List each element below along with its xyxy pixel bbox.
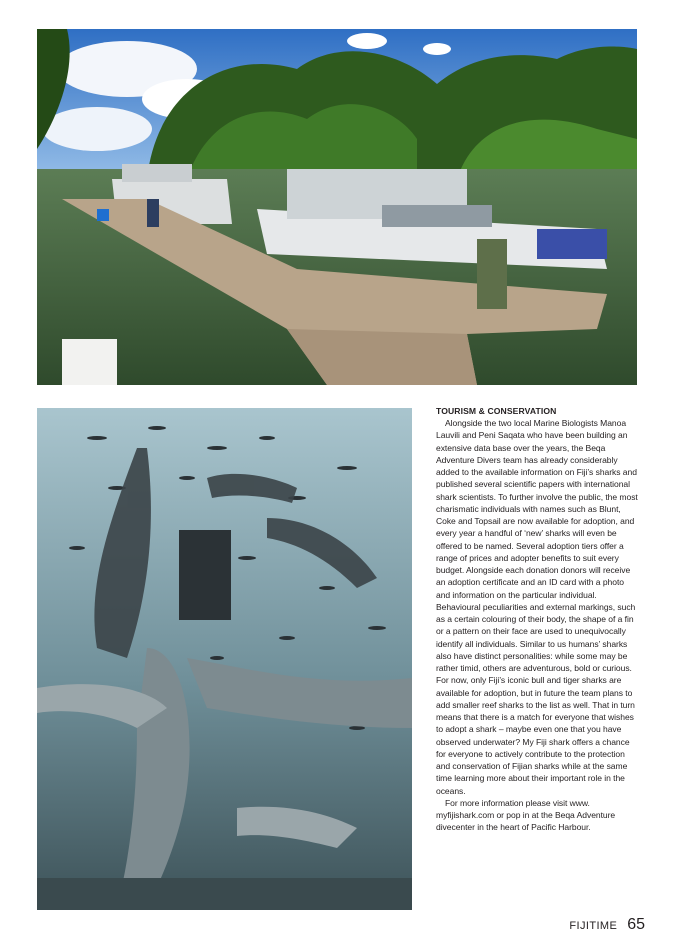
article-paragraph-main: Alongside the two local Marine Biologists Manoa Lauvili and Peni Saqata who have been building an extensive data base over the years, the Beqa Adventure Divers team has already considerably added to the available information on Fiji’s sharks and published several scientific papers with international shark scientists. To further involve the public, the most charismatic individuals with names such as Blunt, Coke and Topsail are now available for adoption, and every year a handful of ‘new’ sharks will even be offered to be named. Several adoption tiers offer a range of prices and adopter benefits to suit every budget. Alongside each donation donors will receive an adoption certificate and an ID card with a photo and information on the particular individual. Behavioural peculiarities and external markings, such as a certain colouring of their body, the shape of a fin or a pattern on their face are used to unequivocally identify all individuals. Similar to us humans’ sharks also have distinct personalities: while some may be rather timid, others are adventurous, bold or curious. For now, only Fiji’s iconic bull and tiger sharks are available for adoption, but in future the team plans to add smaller reef sharks to the list as well. That in turn means that there is a match for everyone that wishes to adopt a shark – maybe even one that you have observed underwater? My Fiji shark offers a chance for everyone to actively contribute to the protection and conservation of Fijian sharks while at the same time learning more about their important role in the oceans. bbox=[436, 418, 638, 796]
photo-sharks-underwater bbox=[37, 408, 412, 910]
magazine-name: FIJITIME bbox=[569, 920, 618, 932]
section-heading: TOURISM & CONSERVATION bbox=[436, 406, 557, 416]
page-number: 65 bbox=[627, 916, 645, 933]
page-footer bbox=[569, 916, 645, 934]
article-paragraph-contact: For more information please visit www. myfijishark.com or pop in at the Beqa Adventure divecenter in the heart of Pacific Harbour. bbox=[436, 797, 616, 833]
photo-boats-at-jetty bbox=[37, 29, 637, 385]
article-column bbox=[436, 405, 638, 834]
